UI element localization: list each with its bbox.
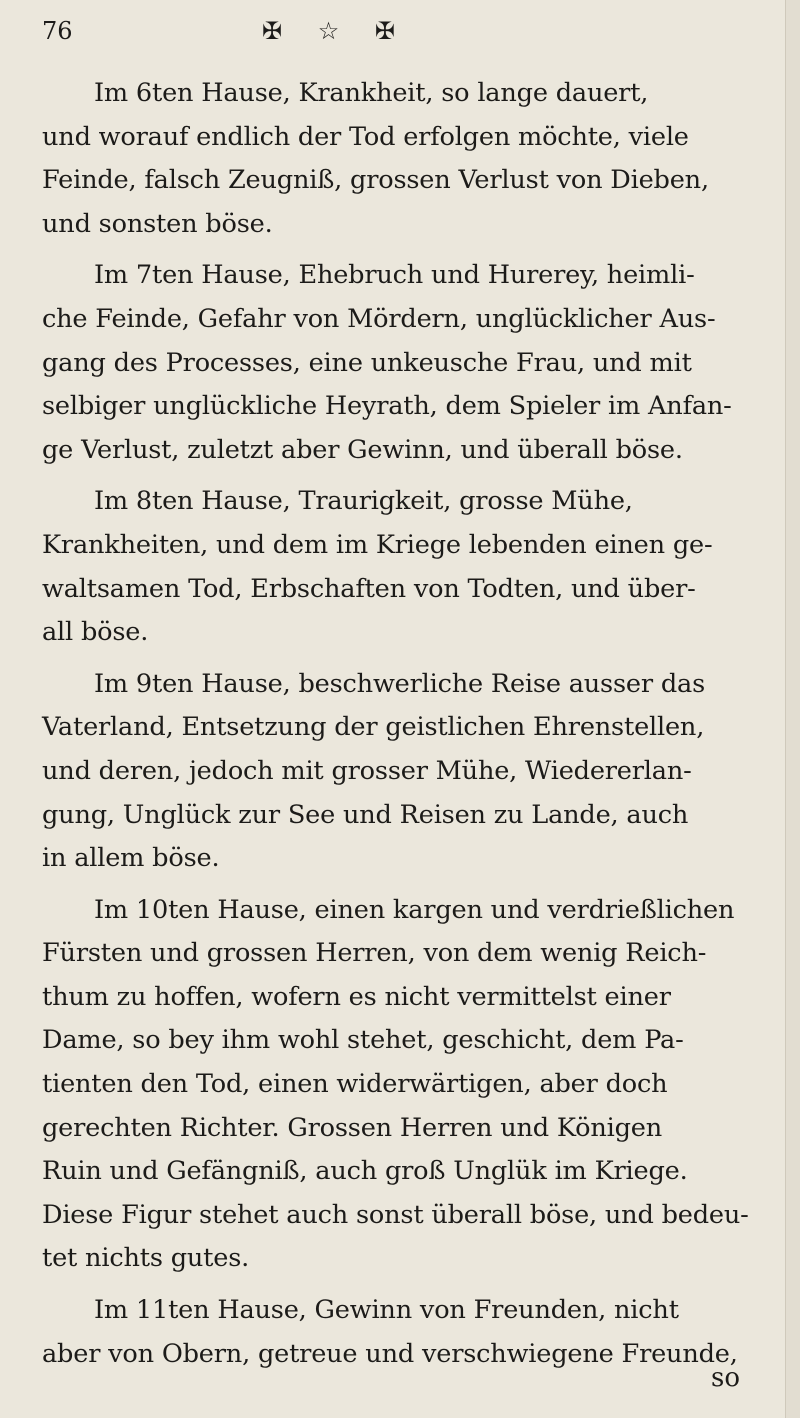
text-line: Ruin und Gefängniß, auch groß Unglük im Kriege.: [42, 1156, 688, 1187]
text-line: Krankheiten, und dem im Kriege lebenden einen ge-: [42, 529, 713, 560]
text-line: thum zu hoffen, wofern es nicht vermittelst einer: [42, 981, 671, 1012]
text-line: Im 11ten Hause, Gewinn von Freunden, nicht: [94, 1295, 679, 1326]
page-number: 76: [42, 17, 73, 45]
text-line: in allem böse.: [42, 843, 220, 874]
text-line: Im 10ten Hause, einen kargen und verdrießlichen: [94, 894, 735, 925]
text-line: Im 9ten Hause, beschwerliche Reise ausser das: [94, 668, 706, 699]
page-gutter: [785, 0, 800, 1418]
catchword: so: [711, 1363, 740, 1393]
paragraph-house-7: [42, 254, 762, 472]
text-line: und sonsten böse.: [42, 208, 273, 239]
text-line: waltsamen Tod, Erbschaften von Todten, und über-: [42, 573, 696, 604]
text-line: und deren, jedoch mit grosser Mühe, Wiedererlan-: [42, 755, 692, 786]
paragraph-house-11: [42, 1289, 762, 1376]
text-line: aber von Obern, getreue und verschwiegene Freunde,: [42, 1338, 738, 1369]
page-header: [42, 16, 758, 66]
text-line: Diese Figur stehet auch sonst überall böse, und bedeu-: [42, 1199, 749, 1230]
text-block: [42, 72, 762, 1384]
paragraph-house-9: [42, 663, 762, 881]
text-line: gang des Processes, eine unkeusche Frau, und mit: [42, 347, 692, 378]
text-line: tet nichts gutes.: [42, 1243, 250, 1274]
text-line: Im 6ten Hause, Krankheit, so lange dauert,: [94, 78, 649, 108]
paragraph-house-8: [42, 480, 762, 654]
text-line: Im 8ten Hause, Traurigkeit, grosse Mühe,: [94, 486, 633, 517]
text-line: Fürsten und grossen Herren, von dem wenig Reich-: [42, 938, 707, 969]
text-line: gung, Unglück zur See und Reisen zu Lande, auch: [42, 799, 689, 830]
text-line: Vaterland, Entsetzung der geistlichen Ehrenstellen,: [42, 712, 705, 743]
text-line: che Feinde, Gefahr von Mördern, unglücklicher Aus-: [42, 303, 716, 334]
text-line: Feinde, falsch Zeugniß, grossen Verlust von Dieben,: [42, 165, 709, 196]
header-ornament: ✠ ☆ ✠: [262, 17, 409, 45]
text-line: Im 7ten Hause, Ehebruch und Hurerey, heimli-: [94, 260, 695, 291]
paragraph-house-6: [42, 72, 762, 246]
paragraph-house-10: [42, 889, 762, 1281]
text-line: Dame, so bey ihm wohl stehet, geschicht, dem Pa-: [42, 1025, 684, 1056]
text-line: ge Verlust, zuletzt aber Gewinn, und überall böse.: [42, 434, 683, 465]
text-line: tienten den Tod, einen widerwärtigen, aber doch: [42, 1069, 668, 1100]
text-line: und worauf endlich der Tod erfolgen möchte, viele: [42, 121, 689, 152]
text-line: gerechten Richter. Grossen Herren und Königen: [42, 1112, 663, 1143]
text-line: selbiger unglückliche Heyrath, dem Spieler im Anfan-: [42, 391, 732, 422]
text-line: all böse.: [42, 617, 149, 648]
